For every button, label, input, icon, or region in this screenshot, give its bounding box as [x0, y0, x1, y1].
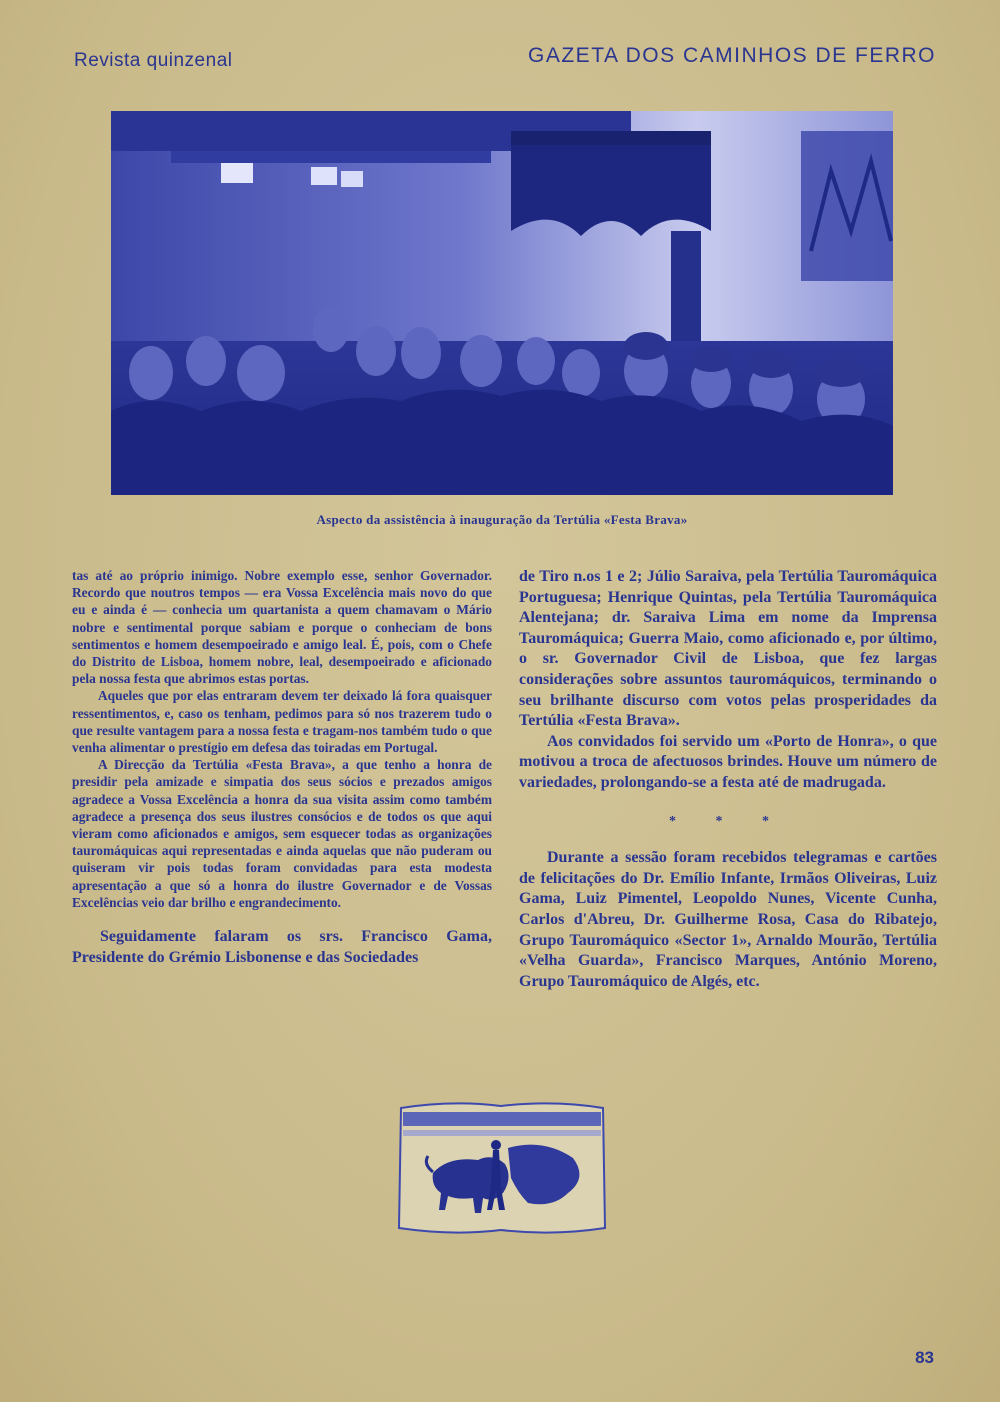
article-left-column [72, 567, 492, 968]
event-photograph [111, 111, 893, 495]
article-paragraph: Aqueles que por elas entraram devem ter deixado lá fora quaisquer ressentimentos, e, caso os tenham, pedimos para só nos trazerem tudo o que resulte vantagem para a nossa festa e tragam-nos também tudo o que venha alimentar o prestígio em defesa das toiradas em Portugal. [72, 688, 492, 756]
section-separator: * * * [669, 813, 787, 829]
header-magazine-title: GAZETA DOS CAMINHOS DE FERRO [528, 44, 936, 67]
bull-and-bullfighter-icon [393, 1098, 610, 1240]
article-right-column [519, 567, 937, 992]
photo-caption: Aspecto da assistência à inauguração da Tertúlia «Festa Brava» [316, 512, 688, 527]
article-paragraph: tas até ao próprio inimigo. Nobre exemplo esse, senhor Governador. Recordo que noutros tempos — era Vossa Excelência mais novo do que eu e ainda é — conhecia um quartanista a quem chamavam o Mário nobre e sentimental porque sabiam e porque o conheciam de bons sentimentos e homem desempoeirado e amigo leal. É, pois, com o Chefe do Distrito de Lisboa, homem nobre, leal, desempoeirado e aficionado pela nossa festa que abrimos estas portas. [72, 568, 492, 687]
article-paragraph: A Direcção da Tertúlia «Festa Brava», a que tenho a honra de presidir pela amizade e simpatia dos seus sócios e prezados amigos agradece a Vossa Excelência a honra da sua visita assim como também agradece a presença dos seus ilustres consócios e de todos os que aqui vieram como aficionados e amigos, sem esquecer todas as organizações tauromáquicas aqui representadas e ainda aquelas que não puderam ou quiseram vir pois todas foram convidadas para esta modesta apresentação a que só a honra do ilustre Governador e de Vossas Excelências veio dar brilho e engrandecimento. [72, 757, 492, 910]
article-paragraph: Seguidamente falaram os srs. Francisco Gama, Presidente do Grémio Lisbonense e das Sociedades [72, 928, 492, 966]
header-publication-frequency: Revista quinzenal [74, 50, 233, 71]
page-number: 83 [915, 1348, 934, 1367]
article-paragraph: de Tiro n.os 1 e 2; Júlio Saraiva, pela Tertúlia Tauromáquica Portuguesa; Henrique Quintas, pela Tertúlia Tauromáquica Alentejana; dr. Saraiva Lima em nome da Imprensa Tauromáquica; Guerra Maio, como aficionado e, por último, o sr. Governador Civil de Lisboa, que fez largas considerações sobre assuntos tauromáquicos, terminando o seu brilhante discurso com votos pelas prosperidades da Tertúlia «Festa Brava». [519, 568, 937, 730]
article-paragraph: Aos convidados foi servido um «Porto de Honra», o que motivou a troca de afectuosos brindes. Houve um número de variedades, prolongando-se a festa até de madrugada. [519, 732, 937, 791]
article-paragraph: Durante a sessão foram recebidos telegramas e cartões de felicitações do Dr. Emílio Infante, Irmãos Oliveiras, Luiz Gama, Luiz Pimentel, Leopoldo Nunes, Vicente Cunha, Carlos d'Abreu, Dr. Guilherme Rosa, Casa do Ribatejo, Grupo Tauromáquico «Sector 1», Arnaldo Mourão, Tertúlia «Velha Guarda», Francisco Marques, António Moreno, Grupo Tauromáquico de Algés, etc. [519, 849, 937, 990]
